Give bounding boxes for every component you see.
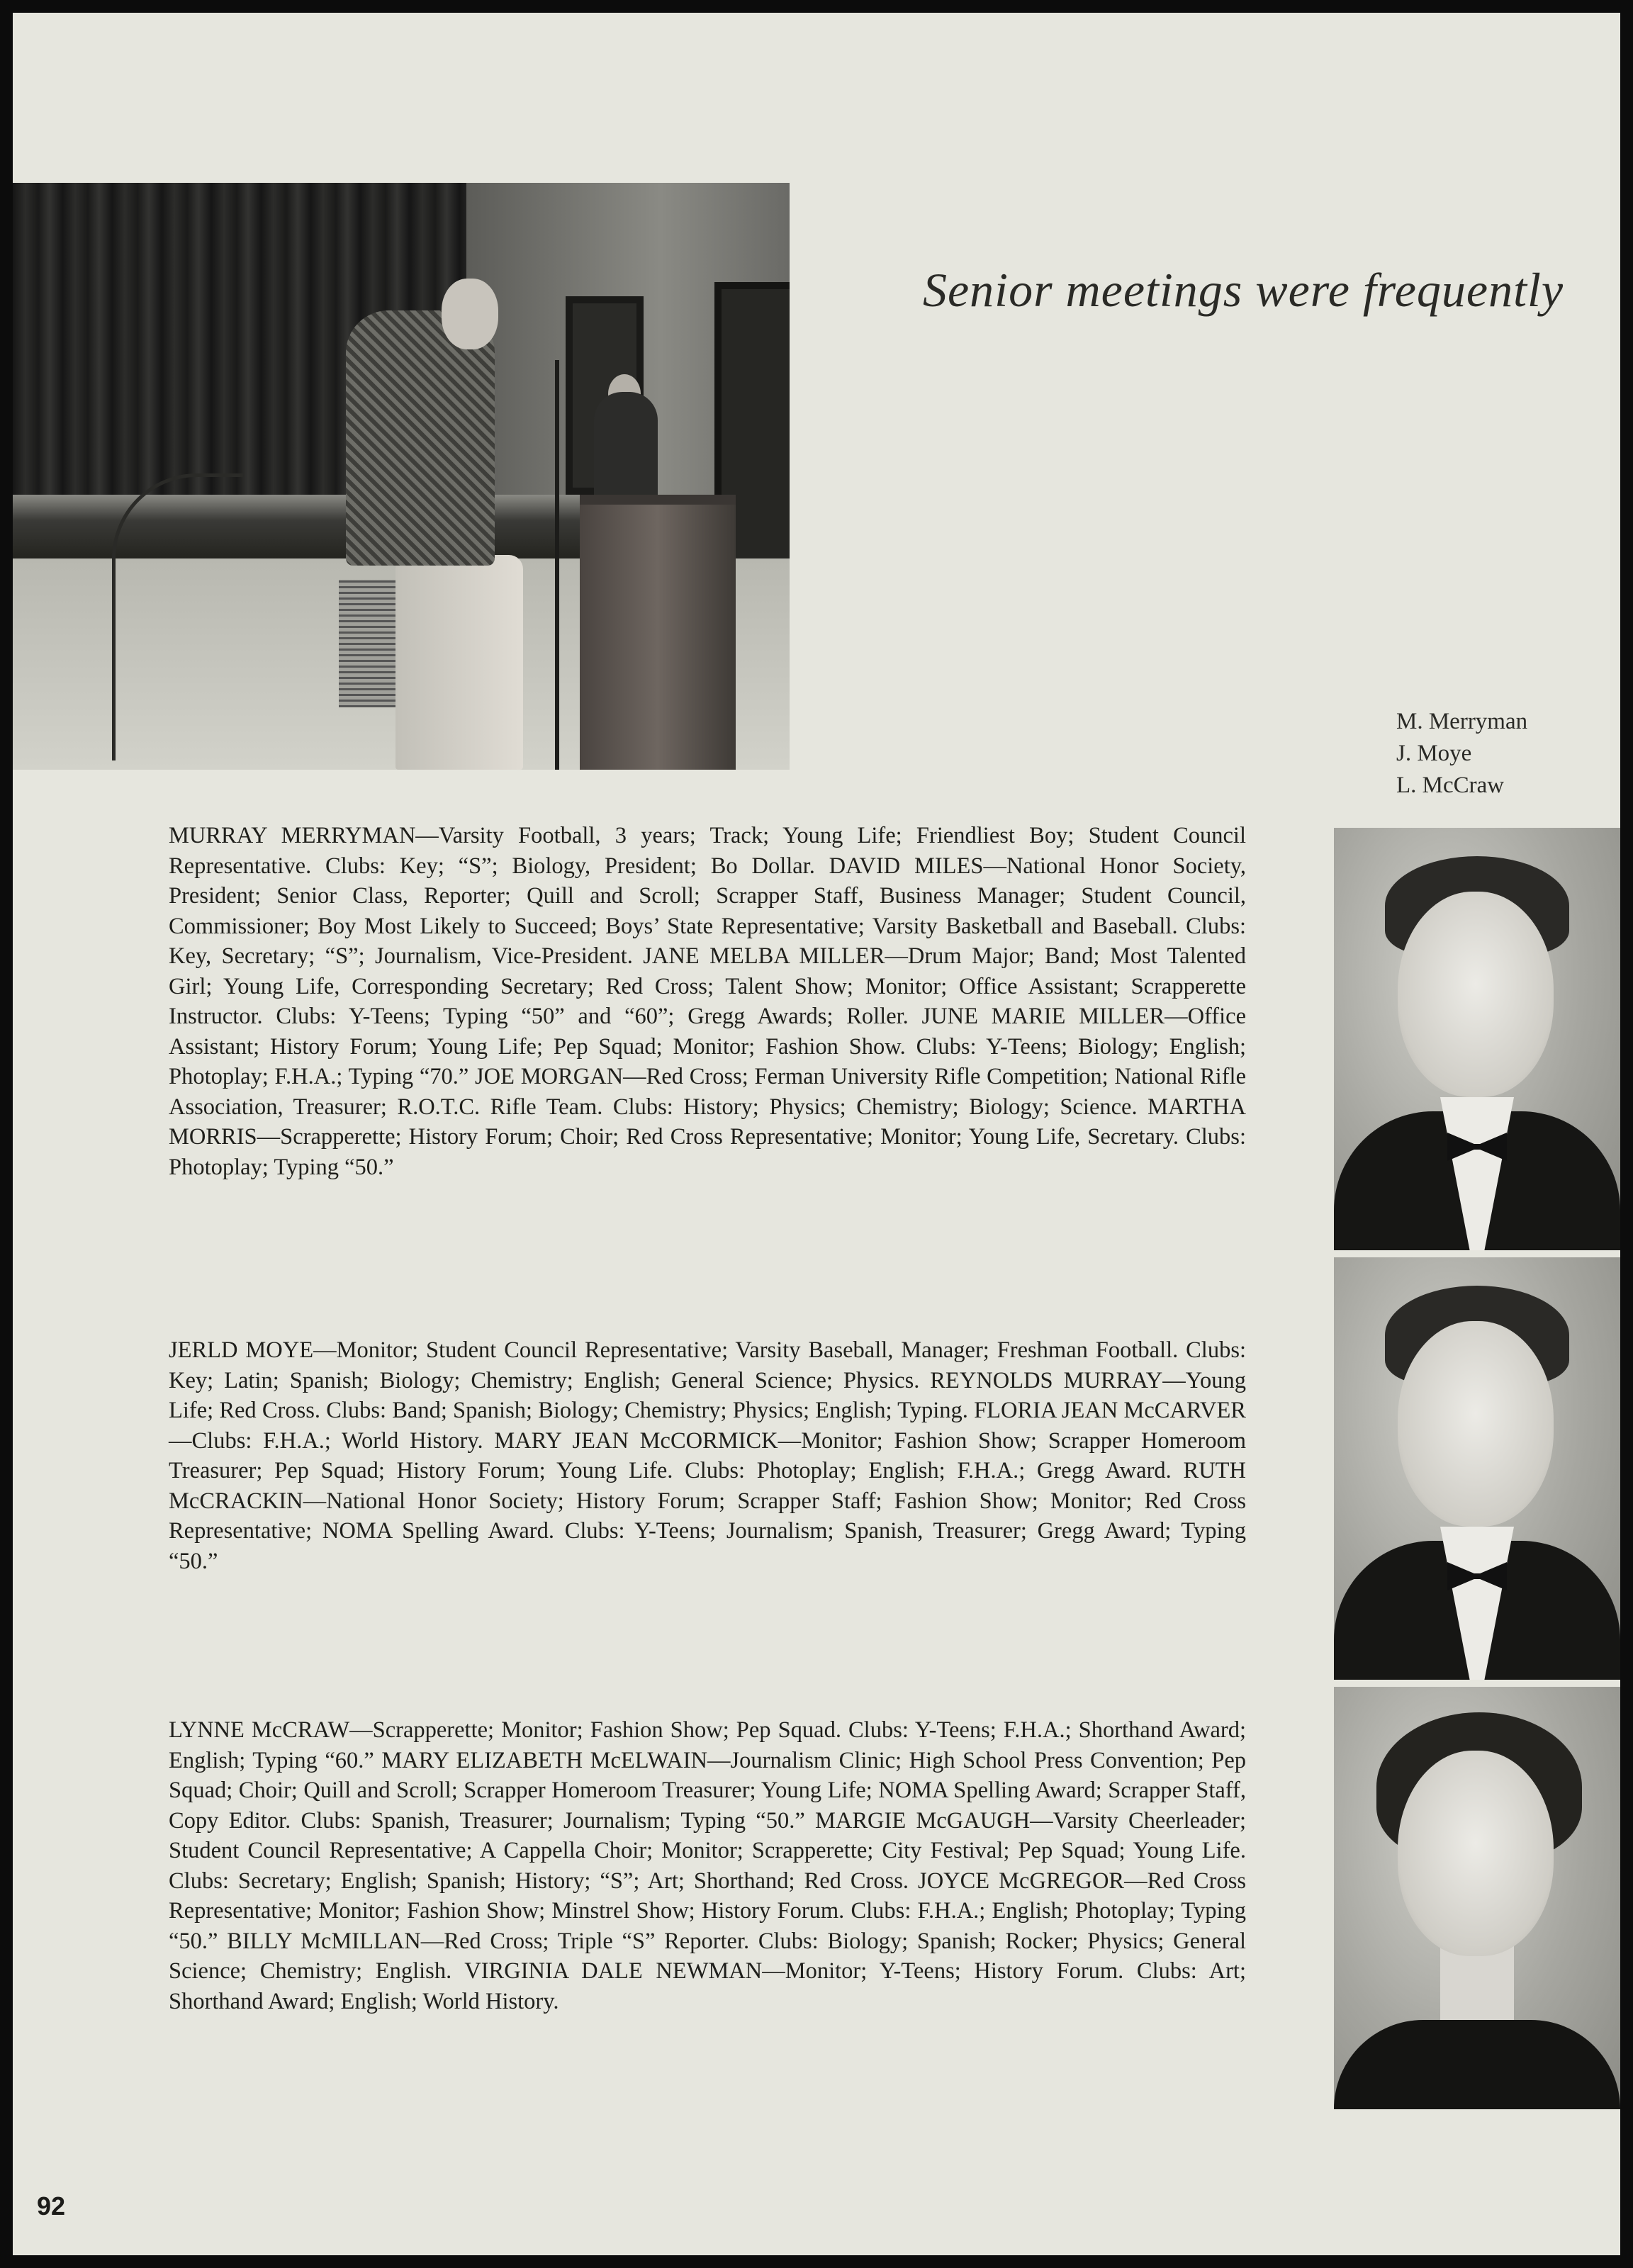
portrait-face	[1398, 892, 1554, 1097]
senior-bio-block: LYNNE McCRAW—Scrapperette; Monitor; Fashion Show; Pep Squad. Clubs: Y-Teens; F.H.A.; Shorthand Award; English; Typing “60.” MARY ELIZABETH McELWAIN—Journalism Clinic; High School Press Convention; Pep Squad; Choir; Quill and Scroll; Scrapper Homeroom Treasurer; Young Life; NOMA Spelling Award; Scrapper Staff, Copy Editor. Clubs: Spanish, Treasurer; Journalism; Typing “50.” MARGIE McGAUGH—Varsity Cheerleader; Student Council Representative; A Cappella Choir; Monitor; Scrapperette; City Festival; Pep Squad; Young Life. Clubs: Secretary; English; Spanish; History; “S”; Art; Shorthand; Red Cross. JOYCE McGREGOR—Red Cross Representative; Monitor; Fashion Show; Minstrel Show; History Forum. Clubs: F.H.A.; English; Photoplay; Typing “50.” BILLY McMILLAN—Red Cross; Triple “S” Reporter. Clubs: Biology; Spanish; Rocker; Physics; General Science; Chemistry; English. VIRGINIA DALE NEWMAN—Monitor; Y-Teens; History Forum. Clubs: Art; Shorthand Award; English; World History.	[169, 1717, 1246, 2014]
senior-bio-block: MURRAY MERRYMAN—Varsity Football, 3 years; Track; Young Life; Friendliest Boy; Student Council Representative. Clubs: Key; “S”; Biology, President; Bo Dollar. DAVID MILES—National Honor Society, President; Senior Class, Reporter; Quill and Scroll; Scrapper Staff, Business Manager; Student Council, Commissioner; Boy Most Likely to Succeed; Boys’ State Representative; Varsity Basketball and Baseball. Clubs: Key, Secretary; “S”; Journalism, Vice-President. JANE MELBA MILLER—Drum Major; Band; Most Talented Girl; Young Life, Corresponding Secretary; Red Cross; Talent Show; Monitor; Office Assistant; Scrapperette Instructor. Clubs: Y-Teens; Typing “50” and “60”; Gregg Awards; Roller. JUNE MARIE MILLER—Office Assistant; History Forum; Young Life; Pep Squad; Monitor; Fashion Show. Clubs: Y-Teens; Biology; English; Photoplay; F.H.A.; Typing “70.” JOE MORGAN—Red Cross; Ferman University Rifle Competition; National Rifle Association, Treasurer; R.O.T.C. Rifle Team. Clubs: History; Physics; Chemistry; Biology; Science. MARTHA MORRIS—Scrapperette; History Forum; Choir; Red Cross Representative; Monitor; Young Life, Secretary. Clubs: Photoplay; Typing “50.”	[169, 823, 1246, 1180]
page-number: 92	[37, 2191, 66, 2221]
caption-name: L. McCraw	[1396, 773, 1505, 798]
seated-man	[594, 392, 658, 505]
portrait-face	[1398, 1321, 1554, 1527]
speaker-head	[442, 279, 498, 349]
senior-portrait	[1334, 1687, 1620, 2109]
portrait-dress	[1334, 2020, 1620, 2109]
page-headline: Senior meetings were frequently	[923, 263, 1564, 317]
photo-caption-names	[1396, 706, 1527, 802]
portrait-face	[1398, 1751, 1554, 1956]
stage-edge	[13, 495, 594, 558]
senior-portrait	[1334, 1257, 1620, 1680]
senior-bio-block: JERLD MOYE—Monitor; Student Council Representative; Varsity Baseball, Manager; Freshman Football. Clubs: Key; Latin; Spanish; Biology; Chemistry; English; General Science; Physics. REYNOLDS MURRAY—Young Life; Red Cross. Clubs: Band; Spanish; Biology; Chemistry; Physics; English; Typing. FLORIA JEAN McCARVER—Clubs: F.H.A.; World History. MARY JEAN McCORMICK—Monitor; Fashion Show; Scrapper Homeroom Treasurer; Pep Squad; History Forum; Young Life. Clubs: Photoplay; English; F.H.A.; Gregg Award. RUTH McCRACKIN—National Honor Society; History Forum; Scrapper Staff; Fashion Show; Monitor; Red Cross Representative; NOMA Spelling Award. Clubs: Y-Teens; Journalism; Spanish, Treasurer; Gregg Award; Typing “50.”	[169, 1337, 1246, 1574]
yearbook-page	[13, 13, 1620, 2255]
lectern	[580, 495, 736, 770]
microphone-cable	[112, 473, 243, 760]
microphone-stand	[555, 360, 559, 770]
assembly-photo	[13, 183, 790, 770]
senior-portrait	[1334, 828, 1620, 1250]
caption-name: M. Merryman	[1396, 709, 1528, 734]
speaker-legs	[395, 555, 523, 770]
caption-name: J. Moye	[1396, 741, 1472, 766]
